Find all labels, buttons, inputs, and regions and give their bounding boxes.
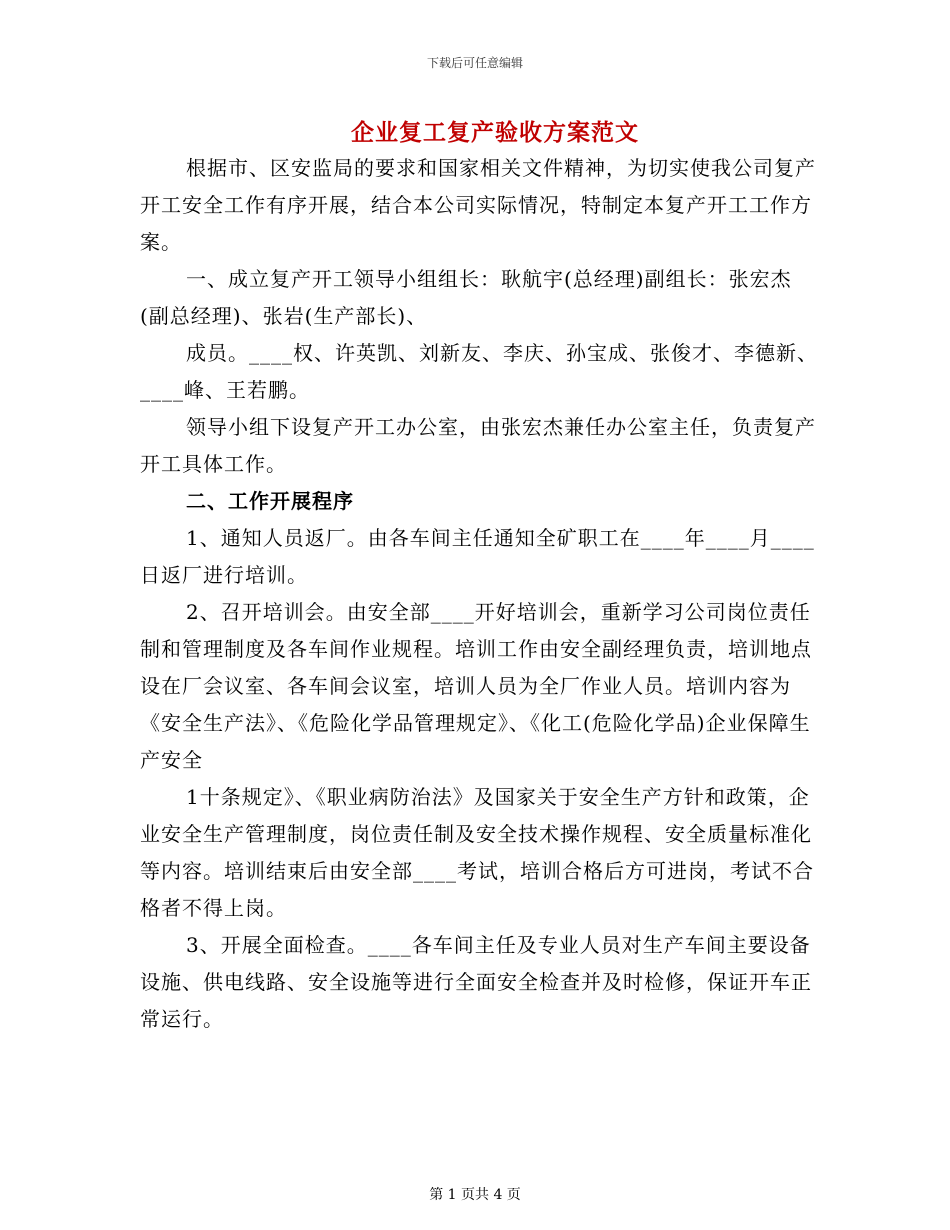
header-note: 下载后可任意编辑 [426, 56, 523, 70]
paragraph-leadership-group: 一、成立复产开工领导小组组长：耿航宇(总经理)副组长：张宏杰(副总经理)、张岩(生产部长)、 [140, 267, 792, 328]
paragraph-office: 领导小组下设复产开工办公室，由张宏杰兼任办公室主任，负责复产开工具体工作。 [140, 415, 816, 476]
page-footer: 第 1 页共 4 页 [429, 1187, 521, 1203]
paragraph-members: 成员。____权、许英凯、刘新友、李庆、孙宝成、张俊才、李德新、____峰、王若鹏。 [140, 341, 818, 402]
paragraph-step-2: 2、召开培训会。由安全部____开好培训会，重新学习公司岗位责任制和管理制度及各车间作业规程。培训工作由安全副经理负责，培训地点设在厂会议室、各车间会议室，培训人员为全厂作业人员。培训内容为《安全生产法》、《危险化学品管理规定》、《化工(危险化学品)企业保障生产安全 [140, 600, 812, 772]
paragraph-step-3: 3、开展全面检查。____各车间主任及专业人员对生产车间主要设备设施、供电线路、安全设施等进行全面安全检查并及时检修，保证开车正常运行。 [140, 933, 812, 1031]
section-heading-procedure: 二、工作开展程序 [186, 489, 354, 513]
paragraph-step-1: 1、通知人员返厂。由各车间主任通知全矿职工在____年____月____日返厂进行培训。 [140, 526, 815, 587]
document-body [140, 150, 820, 1038]
paragraph-step-2-continued: 1十条规定》、《职业病防治法》及国家关于安全生产方针和政策，企业安全生产管理制度，岗位责任制及安全技术操作规程、安全质量标准化等内容。培训结束后由安全部____考试，培训合格后方可进岗，考试不合格者不得上岗。 [140, 785, 814, 920]
document-title: 企业复工复产验收方案范文 [351, 119, 639, 146]
paragraph-intro: 根据市、区安监局的要求和国家相关文件精神，为切实使我公司复产开工安全工作有序开展，结合本公司实际情况，特制定本复产开工工作方案。 [140, 156, 816, 254]
